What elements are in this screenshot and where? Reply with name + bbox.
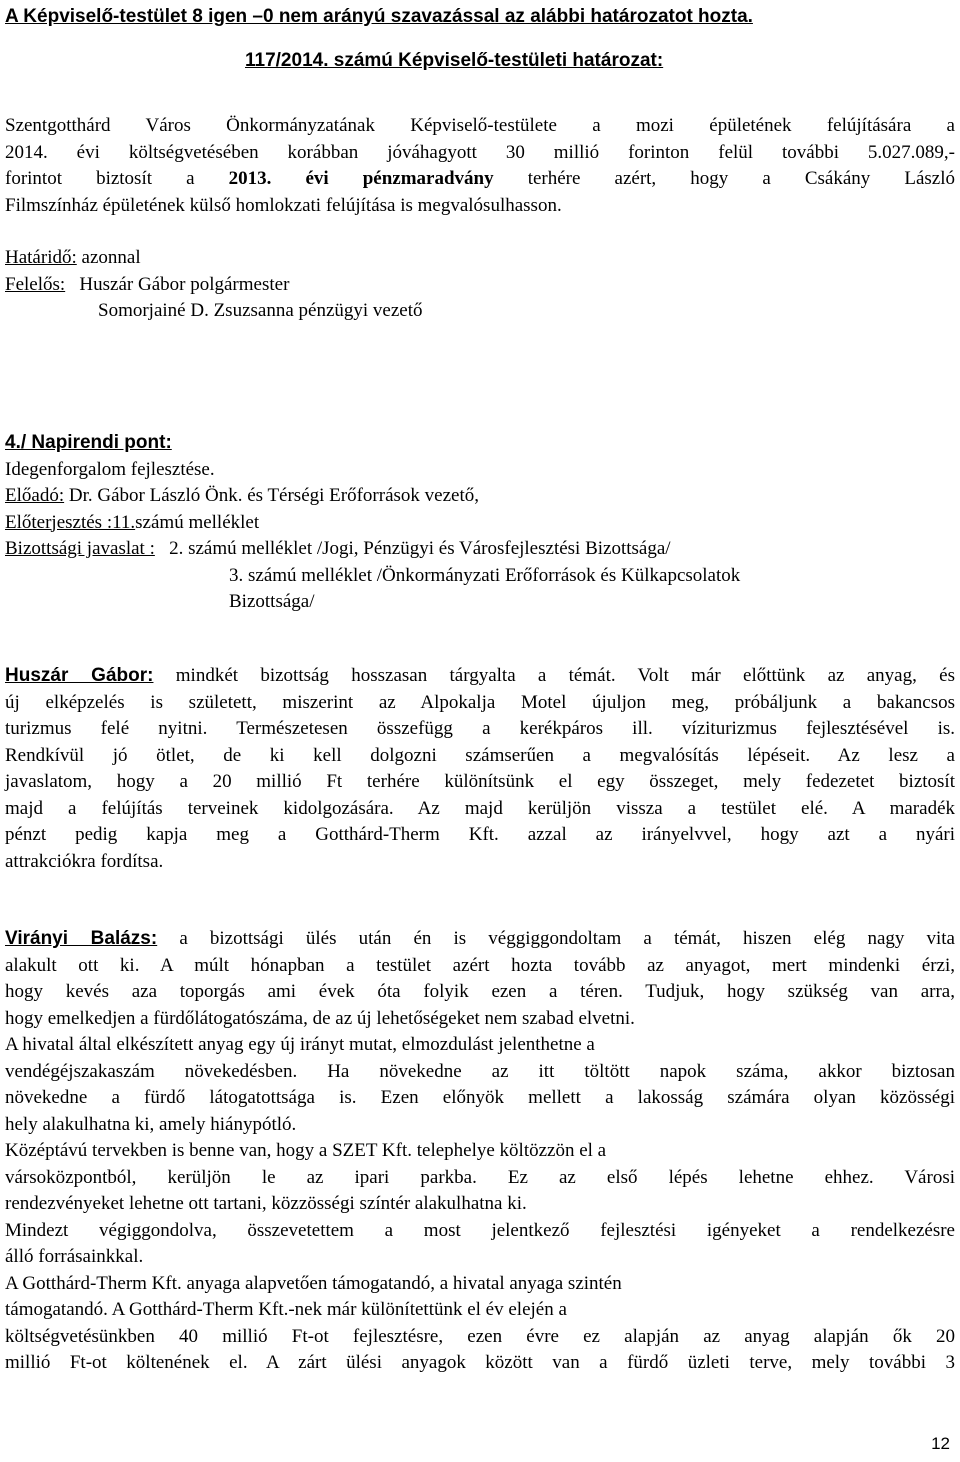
speech-huszar — [5, 663, 955, 875]
speech-line: A Gotthárd-Therm Kft. anyaga alapvetően támogatandó, a hivatal anyaga szintén — [5, 1272, 622, 1294]
agenda-point: 4./ Napirendi pont: — [5, 432, 172, 453]
speech-line: millió Ft-ot költenének el. A zárt ülési anyagok között van a fürdő üzleti terve, mely további 3 — [5, 1352, 955, 1373]
speech-line: alakult ott ki. A múlt hónapban a testület azért hozta tovább az anyagot, mert mindenki érzi, — [5, 954, 955, 976]
speech-line: Huszár Gábor: mindkét bizottság hosszasan tárgyalta a témát. Volt már előttünk az anyag, és — [5, 665, 955, 686]
responsible: Felelős: Huszár Gábor polgármester — [5, 273, 290, 295]
speech-line: támogatandó. A Gotthárd-Therm Kft.-nek már különítettünk el év elején a — [5, 1299, 567, 1320]
speech-line: új elképzelés is született, miszerint az Alpokalja Motel újuljon meg, próbáljunk a bakancsos — [5, 691, 955, 713]
speech-line: költségvetésünkben 40 millió Ft-ot fejlesztésre, ezen évre ez alapján az anyag alapján ők 20 — [5, 1325, 955, 1347]
speech-line: Középtávú tervekben is benne van, hogy a SZET Kft. telephelye költözzön el a — [5, 1140, 607, 1161]
resolution-line: Szentgotthárd Város Önkormányzatának Képviselő-testülete a mozi épületének felújítására a — [5, 115, 955, 136]
speech-line: pénzt pedig kapja meg a Gotthárd-Therm Kft. azzal az irányelvvel, hogy azt a nyári — [5, 824, 955, 845]
page-number: 12 — [931, 1434, 950, 1453]
resolution-title: 117/2014. számú Képviselő-testületi határozat: — [245, 50, 664, 71]
responsible-2: Somorjainé D. Zsuzsanna pénzügyi vezető — [98, 300, 423, 321]
speech-line: majd a felújítás terveinek kidolgozására. Az majd kerüljön vissza a testület elé. A maradék — [5, 797, 955, 819]
speech-line: Virányi Balázs: a bizottsági ülés után én is véggiggondoltam a témát, hiszen elég nagy vita — [5, 928, 955, 949]
speech-line: hogy kevés aza toporgás ami évek óta folyik ezen a téren. Tudjuk, hogy szükség van arra, — [5, 981, 955, 1002]
resolution-line: 2014. évi költségvetésében korábban jóváhagyott 30 millió forinton felül további 5.027.089,- — [5, 141, 955, 163]
speech-line: vendégéjszakaszám növekedésben. Ha növekedne az itt töltött napok száma, akkor biztosan — [5, 1060, 955, 1082]
committee-proposal: Bizottsági javaslat : 2. számú melléklet /Jogi, Pénzügyi és Városfejlesztési Bizottsága/ — [5, 538, 671, 559]
speech-line: Rendkívül jó ötlet, de ki kell dolgozni számserűen a megvalósítás lépéseit. Az lesz a — [5, 744, 955, 766]
speaker-name: Huszár Gábor: — [5, 665, 154, 686]
committee-proposal-3: Bizottsága/ — [229, 591, 315, 612]
resolution-line: forintot biztosít a 2013. évi pénzmaradvány terhére azért, hogy a Csákány László — [5, 168, 955, 189]
resolution-text — [5, 113, 955, 325]
speaker-name: Virányi Balázs: — [5, 928, 158, 949]
agenda-topic: Idegenforgalom fejlesztése. — [5, 458, 215, 480]
resolution-line: Filmszínház épületének külső homlokzati felújítása is megvalósulhasson. — [5, 194, 562, 216]
speech-line: vársoközpontból, kerüljön le az ipari parkba. Ez az első lépés lehetne ehhez. Városi — [5, 1166, 955, 1188]
agenda-block — [5, 430, 955, 616]
speech-line: hogy emelkedjen a fürdőlátogatószáma, de az új lehetőségeket nem szabad elvetni. — [5, 1007, 635, 1029]
presenter: Előadó: Dr. Gábor László Önk. és Térségi Erőforrások vezető, — [5, 485, 479, 506]
speech-line: hely alakulhatna ki, amely hiánypótló. — [5, 1113, 297, 1135]
submission: Előterjesztés :11.számú melléklet — [5, 511, 260, 533]
speech-line: javaslatom, hogy a 20 millió Ft terhére különítsünk el egy összeget, mely fedezetet biztosít — [5, 771, 955, 792]
speech-line: növekedne a fürdő látogatottsága is. Ezen előnyök mellett a lakosság számára olyan közösségi — [5, 1087, 955, 1108]
speech-line: attrakciókra fordítsa. — [5, 850, 164, 872]
committee-proposal-2: 3. számú melléklet /Önkormányzati Erőforrások és Külkapcsolatok — [229, 564, 741, 586]
vote-line: A Képviselő-testület 8 igen –0 nem arányú szavazással az alábbi határozatot hozta. — [5, 6, 753, 27]
deadline: Határidő: azonnal — [5, 247, 141, 268]
speech-line: turizmus felé nyitni. Természetesen összefügg a kerékpáros ill. víziturizmus fejlesztésével is. — [5, 718, 955, 739]
speech-line: álló forrásainkkal. — [5, 1246, 144, 1267]
speech-line: rendezvényeket lehetne ott tartani, közzösségi színtér alakulhatna ki. — [5, 1193, 527, 1214]
speech-line: Mindezt végiggondolva, összevetettem a most jelentkező fejlesztési igényeket a rendelkezésre — [5, 1219, 955, 1241]
speech-viranyi — [5, 926, 955, 1377]
bold-phrase: 2013. évi pénzmaradvány — [228, 168, 494, 189]
speech-line: A hivatal által elkészített anyag egy új irányt mutat, elmozdulást jelenthetne a — [5, 1034, 595, 1055]
